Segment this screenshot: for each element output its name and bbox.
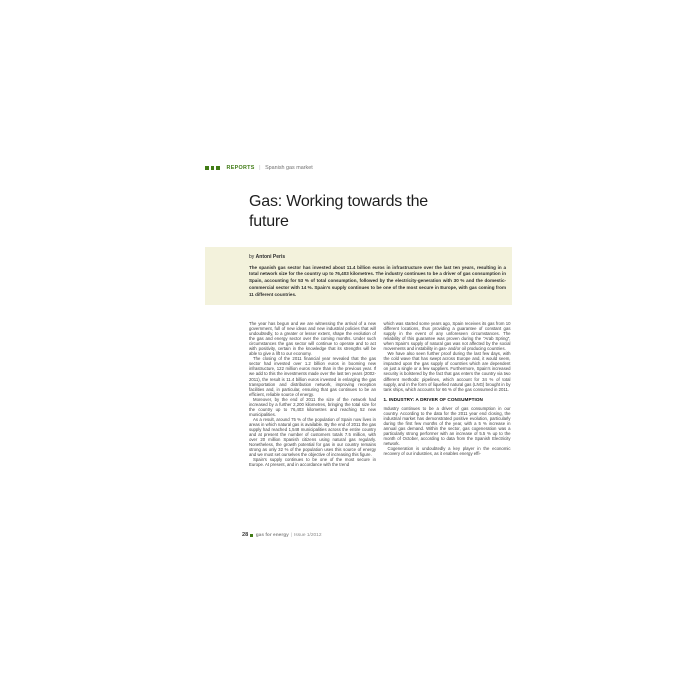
footer-separator: | bbox=[290, 532, 293, 538]
paragraph: Spain's supply continues to be one of the most secure in Europe. At present, and in accordance with the trend bbox=[249, 457, 376, 468]
paragraph: Industry continues to be a driver of gas consumption in our country. According to the data for the 2011 year end closing, the industrial market has demonstrated positive evolution, particularly during the first few months of the year, with a 5 % increase in annual gas demand. Within the sector, gas cogeneration was a particularly strong performer with an increase of 5.5 % up to the month of October, according to data from the Spanish Electricity network. bbox=[383, 405, 511, 446]
bullet-square-icon bbox=[205, 166, 209, 170]
paragraph: The year has begun and we are witnessing the arrival of a new government, full of new ideas and new industrial policies that will undoubtedly, to a greater or lesser extent, shape the evolution of the gas and energy sector over the coming months. Under such circumstances the gas sector will continue to operate and to act with positivity, certain in the knowledge that its strengths will be able to give a lift to our economy. bbox=[249, 321, 376, 357]
paragraph: Cogeneration is undoubtedly a key player in the economic recovery of our industries, as it enables energy effi- bbox=[383, 445, 511, 456]
article-title: Gas: Working towards the future bbox=[249, 193, 428, 230]
page-footer bbox=[242, 532, 322, 538]
kicker bbox=[205, 165, 313, 171]
paragraph: We have also seen further proof during the last few days, with the cold wave that has swept across Europe and, it would seem, impacted upon the gas supply of countries which are dependent on just a single or a few suppliers. Furthermore, Spain's increased security is bolstered by the fact that gas enters the country via two different methods: pipelines, which account for 34 % of total supply, and in the form of liquefied natural gas (LNG) brought in by tank ships, which accounts for 66 % of the gas consumed in 2011. bbox=[383, 351, 511, 392]
byline bbox=[249, 254, 505, 260]
bullet-square-icon bbox=[211, 166, 215, 170]
kicker-label: REPORTS bbox=[226, 165, 255, 171]
bullet-square-icon bbox=[216, 166, 220, 170]
issue-label: Issue 1/2012 bbox=[294, 532, 322, 538]
paragraph: Moreover, by the end of 2011 the size of the network had increased by a further 2,200 kilometres, bringing the total size for the country up to 76,403 kilometres and reaching 52 new municipalities. bbox=[249, 396, 376, 417]
abstract-box bbox=[205, 247, 512, 305]
section-heading: 1. INDUSTRY: A DRIVER OF CONSUMPTION bbox=[383, 397, 483, 403]
author-name: Antoni Peris bbox=[255, 254, 286, 260]
byline-prefix: by bbox=[249, 254, 255, 260]
paragraph: which was started some years ago, Spain receives its gas from 10 different locations, thus providing a guarantee of constant gas supply in the event of any unforeseen circumstances. The reliability of this guarantee was proven during the "Arab Spring", when Spain's supply of natural gas was not affected by the social movements and instability in gas- and/or oil producing countries. bbox=[383, 321, 511, 352]
page-number: 28 bbox=[242, 532, 249, 538]
magazine-name: gas for energy bbox=[255, 532, 289, 538]
left-column bbox=[249, 321, 376, 467]
abstract-text: The spanish gas sector has invested about 11.4 billion euros in infrastructure over the last ten years, resulting in a total network size for the country up to 76,403 kilometres. The industry continues to be a driver of gas consumption in Spain, accounting for 53 % of total consumption, followed by the electricity-generation with 30 % and the domestic-commercial sector with 14 %. Spain's supply continues to be one of the most secure in Europe, with gas coming from 11 different countries. bbox=[249, 264, 506, 298]
footer-square-icon bbox=[250, 534, 253, 537]
kicker-section: Spanish gas market bbox=[265, 165, 313, 171]
magazine-page bbox=[186, 150, 516, 580]
paragraph: The closing of the 2011 financial year revealed that the gas sector had invested over 1.2 billion euros in booming new infrastructure, 122 million euros more than in the previous year. If we add to this the investments made over the last ten years (2002-2011), the result is 11.4 billion euros invested in enlarging the gas transportation and distribution network, improving reception facilities and, in particular, ensuring that gas continues to be an efficient, reliable source of energy. bbox=[249, 356, 376, 397]
right-column bbox=[384, 321, 511, 467]
paragraph: As a result, around 75 % of the population of Spain now lives in areas in which natural gas is available. By the end of 2011 the gas supply had reached 1,548 municipalities across the entire country and at present the number of customers totals 7.5 million, with over 20 million Spanish citizens using natural gas regularly. Nonetheless, the growth potential for gas in our country remains strong as only 32 % of the population uses this source of energy and we must set ourselves the objective of increasing this figure. bbox=[249, 416, 376, 458]
body-columns bbox=[249, 321, 511, 467]
kicker-separator: | bbox=[259, 165, 261, 171]
